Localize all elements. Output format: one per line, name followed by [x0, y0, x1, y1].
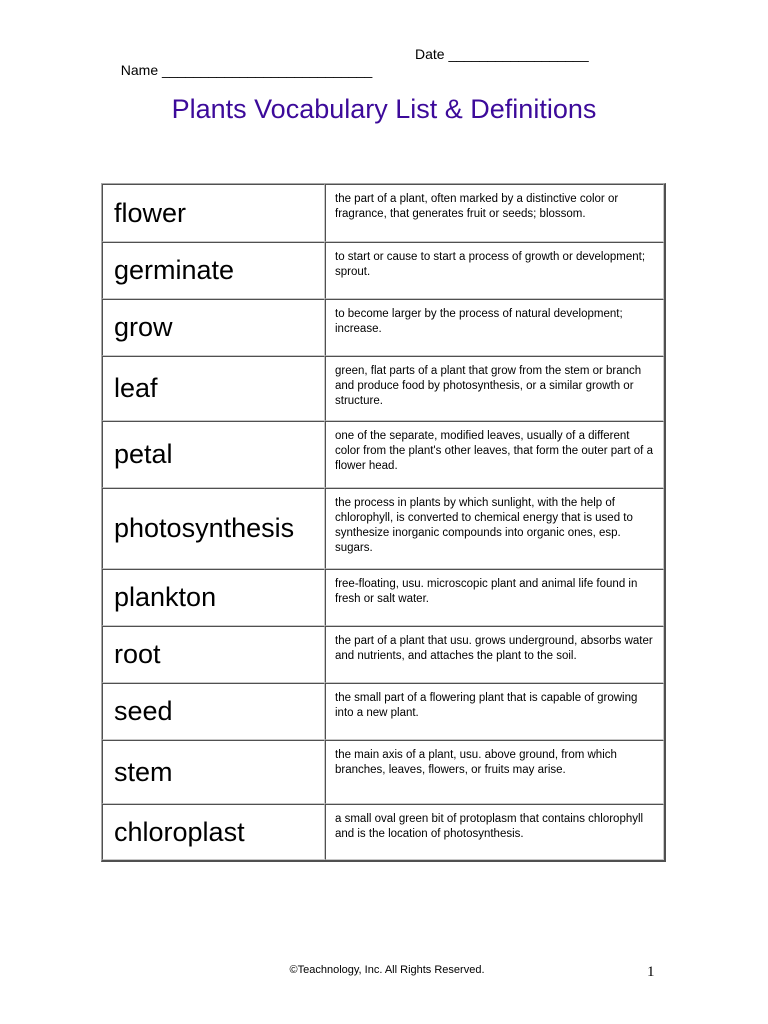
page-title: Plants Vocabulary List & Definitions	[171, 94, 597, 124]
table-row	[102, 356, 664, 421]
vocabulary-table	[101, 183, 666, 862]
vocab-definition: a small oval green bit of protoplasm that contains chlorophyll and is the location of photosynthesis.	[325, 804, 664, 860]
date-field-label: Date __________________	[415, 46, 589, 62]
vocab-definition: free-floating, usu. microscopic plant and animal life found in fresh or salt water.	[325, 569, 664, 626]
table-row	[102, 299, 664, 356]
vocab-word: germinate	[102, 242, 325, 299]
vocab-definition: green, flat parts of a plant that grow from the stem or branch and produce food by photosynthesis, or a similar growth or structure.	[325, 356, 664, 421]
vocab-word: petal	[102, 421, 325, 488]
vocab-word: root	[102, 626, 325, 683]
vocab-word: chloroplast	[102, 804, 325, 860]
header-fields	[113, 46, 589, 94]
table-row	[102, 242, 664, 299]
vocab-word: flower	[102, 184, 325, 242]
table-row	[102, 804, 664, 860]
page-number: 1	[647, 964, 655, 980]
vocab-definition: the main axis of a plant, usu. above ground, from which branches, leaves, flowers, or fruits may arise.	[325, 740, 664, 804]
vocab-definition: to become larger by the process of natural development; increase.	[325, 299, 664, 356]
vocab-word: leaf	[102, 356, 325, 421]
table-row	[102, 569, 664, 626]
table-row	[102, 626, 664, 683]
table-row	[102, 184, 664, 242]
vocab-definition: the process in plants by which sunlight, with the help of chlorophyll, is converted to chemical energy that is used to synthesize inorganic compounds into organic ones, esp. sugars.	[325, 488, 664, 569]
vocab-definition: one of the separate, modified leaves, usually of a different color from the plant's other leaves, that form the outer part of a flower head.	[325, 421, 664, 488]
table-row	[102, 740, 664, 804]
vocab-definition: the small part of a flowering plant that is capable of growing into a new plant.	[325, 683, 664, 740]
name-field-label: Name ___________________________	[120, 62, 373, 78]
vocab-definition: the part of a plant that usu. grows underground, absorbs water and nutrients, and attaches the plant to the soil.	[325, 626, 664, 683]
table-row	[102, 488, 664, 569]
table-row	[102, 683, 664, 740]
vocab-definition: the part of a plant, often marked by a distinctive color or fragrance, that generates fruit or seeds; blossom.	[325, 184, 664, 242]
vocab-word: plankton	[102, 569, 325, 626]
vocab-word: stem	[102, 740, 325, 804]
copyright-footer: ©Teachnology, Inc. All Rights Reserved.	[289, 964, 485, 976]
vocab-word: seed	[102, 683, 325, 740]
vocab-word: grow	[102, 299, 325, 356]
table-row	[102, 421, 664, 488]
vocab-definition: to start or cause to start a process of growth or development; sprout.	[325, 242, 664, 299]
vocab-word: photosynthesis	[102, 488, 325, 569]
